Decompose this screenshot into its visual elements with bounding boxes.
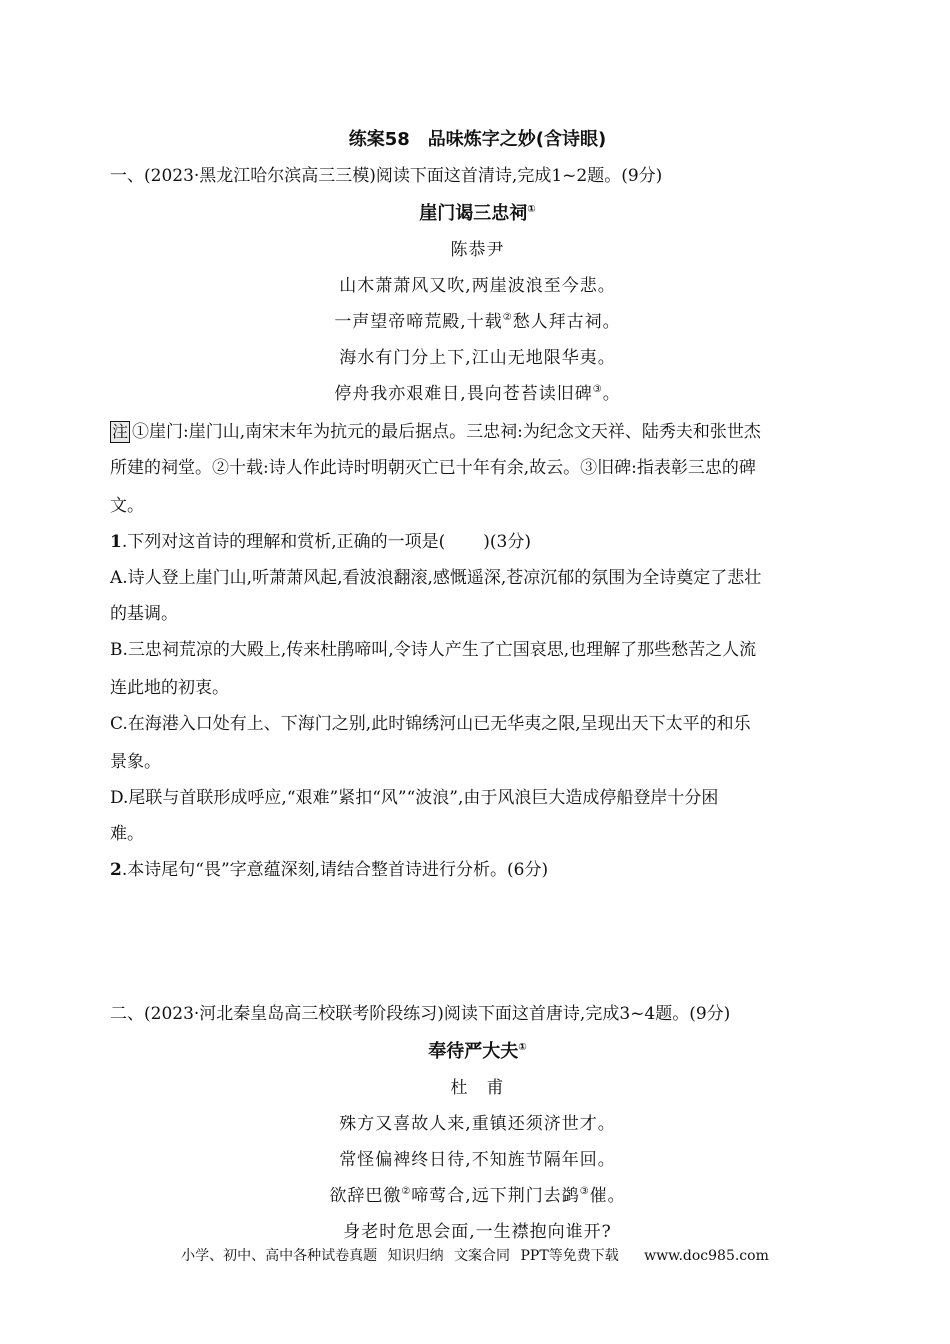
footnote-marker: ③ (592, 384, 603, 395)
question-number: 2 (110, 860, 122, 880)
question-1: 1.下列对这首诗的理解和赏析,正确的一项是( )(3分) (110, 532, 532, 552)
footnote-marker: ② (401, 1186, 412, 1197)
poem2-line: 常怪偏裨终日待,不知旌节隔年回。 (339, 1150, 616, 1170)
option-line: C.在海港入口处有上、下海门之别,此时锦绣河山已无华夷之限,呈现出天下太平的和乐 (110, 714, 751, 734)
poem2-line: 欲辞巴徼②啼莺合,远下荆门去鹢③催。 (329, 1186, 626, 1206)
poem2-title-note: ① (518, 1042, 527, 1053)
option-line: 景象。 (110, 752, 161, 772)
option-line: 连此地的初衷。 (110, 678, 229, 698)
poem1-title-text: 崖门谒三忠祠 (419, 203, 528, 224)
footer-item: PPT等免费下载 (520, 1248, 619, 1264)
notes-line: 文。 (110, 496, 144, 516)
page-title: 练案58 品味炼字之妙(含诗眼) (348, 129, 607, 150)
page-footer (0, 1246, 950, 1266)
poem2-title (110, 1040, 845, 1064)
poem1-line: 一声望帝啼荒殿,十载②愁人拜古祠。 (334, 312, 621, 332)
footnote-marker: ③ (579, 1186, 590, 1197)
section1-heading: 一、(2023·黑龙江哈尔滨高三三模)阅读下面这首清诗,完成1~2题。(9分) (110, 166, 663, 186)
poem2-author: 杜 甫 (450, 1078, 505, 1098)
option-line: 的基调。 (110, 604, 178, 624)
footer-url-link[interactable]: www.doc985.com (644, 1248, 769, 1264)
poem1-line: 海水有门分上下,江山无地限华夷。 (339, 348, 616, 368)
poem1-title (110, 202, 845, 226)
poem1-line: 山木萧萧风又吹,两崖波浪至今悲。 (339, 276, 616, 296)
section2-heading: 二、(2023·河北秦皇岛高三校联考阶段练习)阅读下面这首唐诗,完成3~4题。(9分) (110, 1004, 731, 1024)
footer-item: 小学、初中、高中各种试卷真题 (181, 1248, 378, 1264)
poem1-author: 陈恭尹 (450, 240, 505, 260)
poem2-title-text: 奉待严大夫 (428, 1041, 519, 1062)
poem2-line: 殊方又喜故人来,重镇还须济世才。 (339, 1114, 616, 1134)
footnote-marker: ② (502, 312, 513, 323)
option-line: D.尾联与首联形成呼应,“艰难”紧扣“风”“波浪”,由于风浪巨大造成停船登岸十分困 (110, 788, 719, 808)
option-line: 难。 (110, 824, 144, 844)
option-line: A.诗人登上崖门山,听萧萧风起,看波浪翻滚,感慨遥深,苍凉沉郁的氛围为全诗奠定了悲壮 (110, 568, 762, 588)
footer-item: 知识归纳 (387, 1248, 444, 1264)
notes-line: 注 ①崖门:崖门山,南宋末年为抗元的最后据点。三忠祠:为纪念文天祥、陆秀夫和张世杰 (112, 422, 761, 442)
poem2-line: 身老时危思会面,一生襟抱向谁开? (343, 1222, 612, 1242)
poem1-line: 停舟我亦艰难日,畏向苍苔读旧碑③。 (334, 384, 621, 404)
footer-item: 文案合同 (454, 1248, 511, 1264)
note-tag: 注 (112, 422, 129, 441)
notes-line: 所建的祠堂。②十载:诗人作此诗时明朝灭亡已十年有余,故云。③旧碑:指表彰三忠的碑 (110, 458, 756, 478)
question-2: 2.本诗尾句“畏”字意蕴深刻,请结合整首诗进行分析。(6分) (110, 860, 549, 880)
poem1-title-note: ① (527, 204, 536, 215)
option-line: B.三忠祠荒凉的大殿上,传来杜鹃啼叫,令诗人产生了亡国哀思,也理解了那些愁苦之人流 (110, 640, 757, 660)
question-number: 1 (110, 532, 122, 552)
